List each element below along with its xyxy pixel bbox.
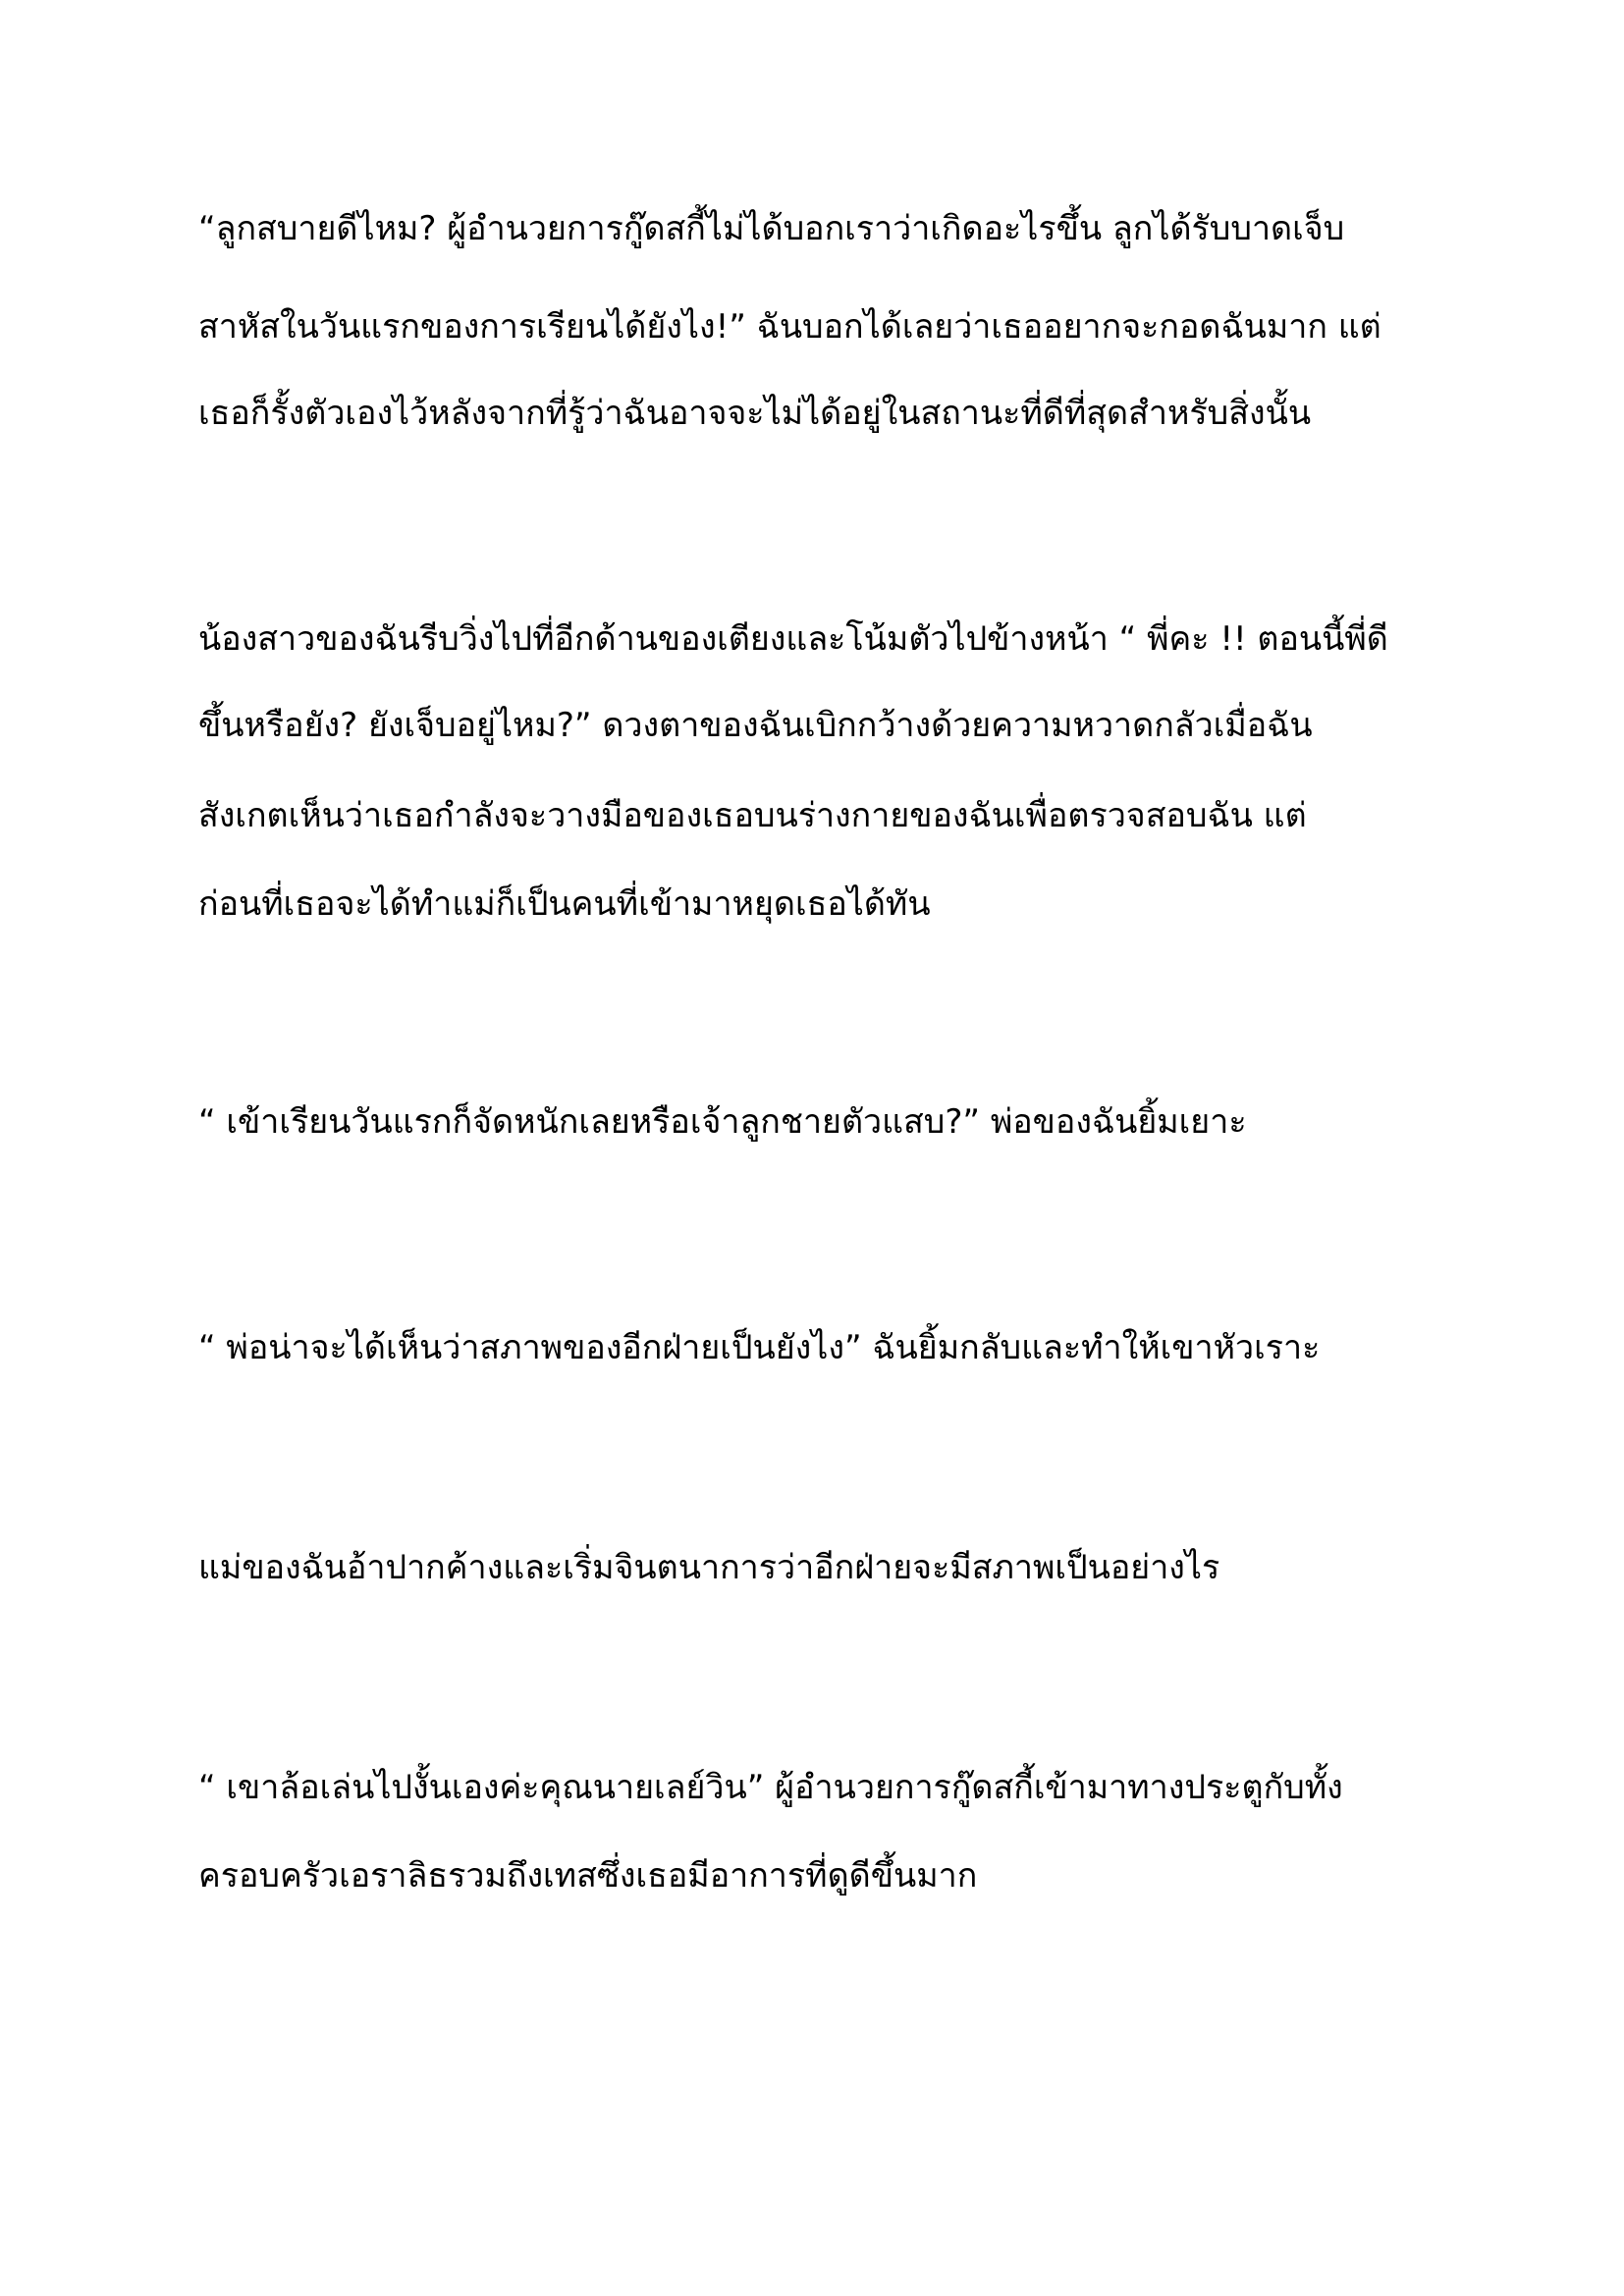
paragraph-2-line-1: น้องสาวของฉันรีบวิ่งไปที่อีกด้านของเตียงและโน้มตัวไปข้างหน้า “ พี่คะ !! ตอนนี้พี่ดี [198, 619, 1388, 659]
paragraph-5-line-1: แม่ของฉันอ้าปากค้างและเริ่มจินตนาการว่าอีกฝ่ายจะมีสภาพเป็นอย่างไร [198, 1548, 1220, 1587]
paragraph-2-line-3: สังเกตเห็นว่าเธอกำลังจะวางมือของเธอบนร่างกายของฉันเพื่อตรวจสอบฉัน แต่ [198, 796, 1307, 835]
paragraph-3-line-1: “ เข้าเรียนวันแรกก็จัดหนักเลยหรือเจ้าลูกชายตัวแสบ?” พ่อของฉันยิ้มเยาะ [198, 1102, 1247, 1142]
paragraph-2-line-4: ก่อนที่เธอจะได้ทำแม่ก็เป็นคนที่เข้ามาหยุดเธอได้ทัน [198, 884, 931, 924]
paragraph-2-line-2: ขึ้นหรือยัง? ยังเจ็บอยู่ไหม?” ดวงตาของฉันเบิกกว้างด้วยความหวาดกลัวเมื่อฉัน [198, 706, 1313, 745]
paragraph-4-line-1: “ พ่อน่าจะได้เห็นว่าสภาพของอีกฝ่ายเป็นยังไง” ฉันยิ้มกลับและทำให้เขาหัวเราะ [198, 1328, 1321, 1367]
paragraph-1-line-3: เธอก็รั้งตัวเองไว้หลังจากที่รู้ว่าฉันอาจจะไม่ได้อยู่ในสถานะที่ดีที่สุดสำหรับสิ่งนั้น [198, 394, 1312, 433]
paragraph-1-line-1: “ลูกสบายดีไหม? ผู้อำนวยการกู๊ดสกี้ไม่ได้บอกเราว่าเกิดอะไรขึ้น ลูกได้รับบาดเจ็บ [198, 209, 1345, 248]
paragraph-6-line-2: ครอบครัวเอราลิธรวมถึงเทสซึ่งเธอมีอาการที่ดูดีขึ้นมาก [198, 1856, 978, 1896]
paragraph-6-line-1: “ เขาล้อเล่นไปงั้นเองค่ะคุณนายเลย์วิน” ผู้อำนวยการกู๊ดสกี้เข้ามาทางประตูกับทั้ง [198, 1768, 1343, 1807]
paragraph-1-line-2: สาหัสในวันแรกของการเรียนได้ยังไง!” ฉันบอกได้เลยว่าเธออยากจะกอดฉันมาก แต่ [198, 307, 1381, 347]
